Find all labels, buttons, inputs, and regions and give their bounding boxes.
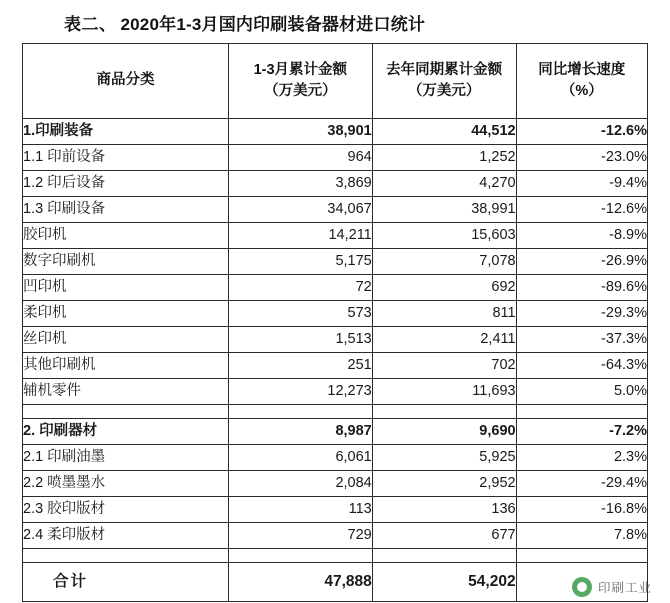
cell-category: 2. 印刷器材	[23, 419, 229, 445]
table-spacer-cell	[516, 405, 647, 419]
cell-current-amount: 113	[228, 497, 372, 523]
cell-category: 合计	[23, 563, 229, 602]
cell-category: 1.2 印后设备	[23, 171, 229, 197]
table-header	[23, 44, 648, 119]
cell-previous-amount: 702	[372, 353, 516, 379]
table-row	[23, 197, 648, 223]
cell-current-amount: 1,513	[228, 327, 372, 353]
table-row	[23, 119, 648, 145]
cell-category: 2.3 胶印版材	[23, 497, 229, 523]
table-spacer-cell	[23, 405, 229, 419]
cell-previous-amount: 11,693	[372, 379, 516, 405]
cell-growth-rate: -89.6%	[516, 275, 647, 301]
cell-growth-rate: -29.4%	[516, 471, 647, 497]
table-title-text: 2020年1-3月国内印刷装备器材进口统计	[120, 15, 426, 34]
cell-previous-amount: 677	[372, 523, 516, 549]
cell-current-amount: 8,987	[228, 419, 372, 445]
cell-previous-amount: 54,202	[372, 563, 516, 602]
cell-previous-amount: 692	[372, 275, 516, 301]
column-header-category: 商品分类	[23, 44, 229, 119]
cell-previous-amount: 5,925	[372, 445, 516, 471]
table-number-label: 表二、	[64, 15, 117, 34]
table-body	[23, 119, 648, 602]
column-header-current-amount: 1-3月累计金额 （万美元）	[228, 44, 372, 119]
table-header-row	[23, 44, 648, 119]
cell-category: 1.印刷装备	[23, 119, 229, 145]
cell-previous-amount: 38,991	[372, 197, 516, 223]
cell-current-amount: 3,869	[228, 171, 372, 197]
cell-category: 2.4 柔印版材	[23, 523, 229, 549]
column-header-previous-amount: 去年同期累计金额 （万美元）	[372, 44, 516, 119]
cell-growth-rate: 2.3%	[516, 445, 647, 471]
table-spacer-cell	[372, 549, 516, 563]
table-row	[23, 471, 648, 497]
page-title	[22, 6, 648, 43]
table-row	[23, 275, 648, 301]
cell-category: 辅机零件	[23, 379, 229, 405]
cell-growth-rate: -26.9%	[516, 249, 647, 275]
cell-category: 凹印机	[23, 275, 229, 301]
table-row	[23, 523, 648, 549]
cell-category: 2.1 印刷油墨	[23, 445, 229, 471]
cell-previous-amount: 44,512	[372, 119, 516, 145]
table-spacer-cell	[228, 549, 372, 563]
cell-growth-rate: -12.6%	[516, 119, 647, 145]
cell-current-amount: 72	[228, 275, 372, 301]
table-spacer-cell	[23, 549, 229, 563]
table-row	[23, 353, 648, 379]
table-row	[23, 223, 648, 249]
cell-current-amount: 12,273	[228, 379, 372, 405]
table-spacer-cell	[516, 549, 647, 563]
cell-previous-amount: 7,078	[372, 249, 516, 275]
cell-previous-amount: 2,952	[372, 471, 516, 497]
cell-previous-amount: 2,411	[372, 327, 516, 353]
cell-current-amount: 47,888	[228, 563, 372, 602]
cell-previous-amount: 4,270	[372, 171, 516, 197]
cell-previous-amount: 15,603	[372, 223, 516, 249]
cell-category: 其他印刷机	[23, 353, 229, 379]
cell-current-amount: 729	[228, 523, 372, 549]
cell-category: 数字印刷机	[23, 249, 229, 275]
cell-current-amount: 251	[228, 353, 372, 379]
table-row	[23, 301, 648, 327]
cell-previous-amount: 811	[372, 301, 516, 327]
cell-previous-amount: 9,690	[372, 419, 516, 445]
cell-current-amount: 5,175	[228, 249, 372, 275]
logo-icon	[572, 577, 592, 597]
cell-category: 2.2 喷墨墨水	[23, 471, 229, 497]
cell-growth-rate: 5.0%	[516, 379, 647, 405]
cell-current-amount: 38,901	[228, 119, 372, 145]
cell-category: 胶印机	[23, 223, 229, 249]
cell-current-amount: 573	[228, 301, 372, 327]
table-row	[23, 379, 648, 405]
table-spacer-row	[23, 549, 648, 563]
cell-current-amount: 34,067	[228, 197, 372, 223]
cell-category: 丝印机	[23, 327, 229, 353]
table-row	[23, 327, 648, 353]
import-statistics-table	[22, 43, 648, 602]
cell-current-amount: 14,211	[228, 223, 372, 249]
cell-category: 1.3 印刷设备	[23, 197, 229, 223]
cell-previous-amount: 136	[372, 497, 516, 523]
cell-current-amount: 964	[228, 145, 372, 171]
cell-growth-rate: -64.3%	[516, 353, 647, 379]
table-row	[23, 419, 648, 445]
cell-growth-rate: -29.3%	[516, 301, 647, 327]
watermark	[572, 577, 652, 597]
table-spacer-cell	[372, 405, 516, 419]
cell-growth-rate: -37.3%	[516, 327, 647, 353]
table-total-row	[23, 563, 648, 602]
cell-growth-rate: -9.4%	[516, 171, 647, 197]
cell-growth-rate: -7.2%	[516, 419, 647, 445]
table-spacer-row	[23, 405, 648, 419]
watermark-label: 印刷工业	[597, 581, 652, 595]
cell-growth-rate: -8.9%	[516, 223, 647, 249]
cell-previous-amount: 1,252	[372, 145, 516, 171]
cell-category: 1.1 印前设备	[23, 145, 229, 171]
table-row	[23, 145, 648, 171]
column-header-growth-rate: 同比增长速度 （%）	[516, 44, 647, 119]
cell-growth-rate: -23.0%	[516, 145, 647, 171]
cell-current-amount: 2,084	[228, 471, 372, 497]
table-row	[23, 249, 648, 275]
table-spacer-cell	[228, 405, 372, 419]
cell-growth-rate: -16.8%	[516, 497, 647, 523]
cell-growth-rate: -12.6%	[516, 197, 647, 223]
cell-growth-rate: 7.8%	[516, 523, 647, 549]
cell-current-amount: 6,061	[228, 445, 372, 471]
table-row	[23, 497, 648, 523]
table-row	[23, 171, 648, 197]
cell-category: 柔印机	[23, 301, 229, 327]
table-row	[23, 445, 648, 471]
